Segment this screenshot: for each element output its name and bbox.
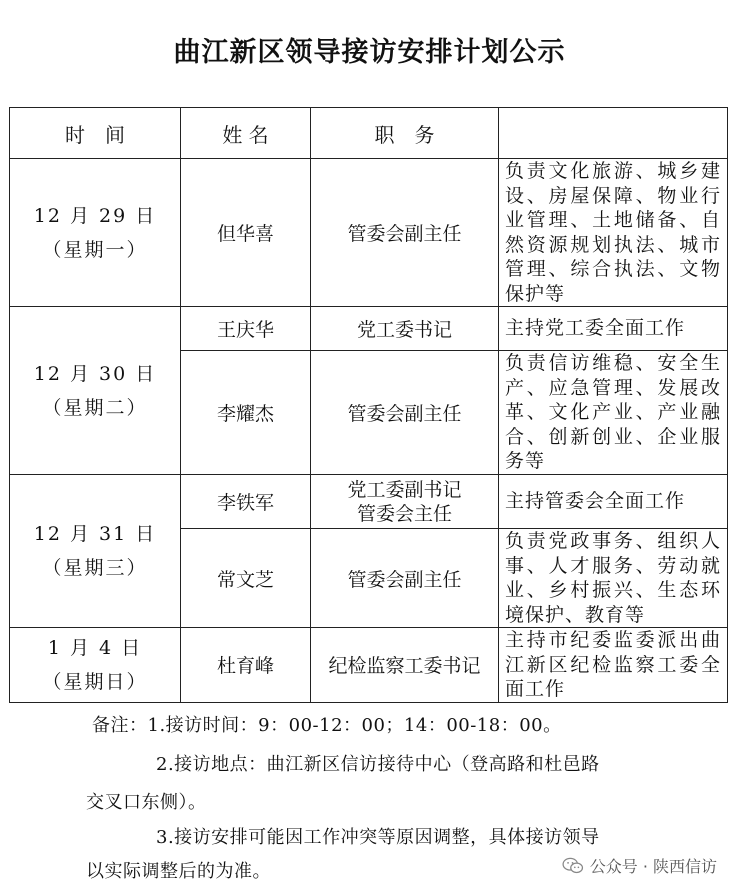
date-cell (10, 628, 181, 703)
position-cell: 党工委书记 (311, 307, 499, 351)
duties-cell: 主持党工委全面工作 (499, 307, 728, 351)
date-cell (10, 159, 181, 307)
table-row (10, 475, 728, 529)
note-line: 2.接访地点：曲江新区信访接待中心（登高路和杜邑路 (156, 754, 600, 775)
name-cell: 常文芝 (181, 529, 311, 628)
date-cell (10, 307, 181, 475)
position-cell: 管委会副主任 (311, 529, 499, 628)
duties-cell: 主持管委会全面工作 (499, 475, 728, 529)
table-header-row (10, 108, 728, 159)
weekday-text: （星期一） (42, 238, 148, 261)
header-duties (499, 108, 728, 159)
wechat-icon (562, 857, 584, 875)
header-position: 职 务 (311, 108, 499, 159)
duties-cell: 主持市纪委监委派出曲江新区纪检监察工委全面工作 (499, 628, 728, 703)
table-row (10, 159, 728, 307)
position-cell: 管委会副主任 (311, 159, 499, 307)
position-line-1: 党工委副书记 (347, 478, 462, 501)
name-cell: 杜育峰 (181, 628, 311, 703)
note-line: 备注：1.接访时间：9：00-12：00；14：00-18：00。 (92, 715, 562, 736)
note-line: 3.接访安排可能因工作冲突等原因调整，具体接访领导 (156, 827, 600, 848)
duties-cell: 负责党政事务、组织人事、人才服务、劳动就业、乡村振兴、生态环境保护、教育等 (499, 529, 728, 628)
date-cell (10, 475, 181, 628)
position-cell: 纪检监察工委书记 (311, 628, 499, 703)
date-text: 1 月 4 日 (47, 636, 143, 659)
header-name: 姓 名 (181, 108, 311, 159)
position-line-2: 管委会主任 (356, 502, 452, 525)
position-cell (311, 475, 499, 529)
schedule-table (9, 107, 728, 703)
name-cell: 但华喜 (181, 159, 311, 307)
duties-cell: 负责文化旅游、城乡建设、房屋保障、物业行业管理、土地储备、自然资源规划执法、城市管理、综合执法、文物保护等 (499, 159, 728, 307)
weekday-text: （星期三） (42, 557, 148, 579)
name-cell: 王庆华 (181, 307, 311, 351)
weekday-text: （星期日） (42, 670, 148, 693)
note-line: 以实际调整后的为准。 (86, 861, 271, 882)
table-row (10, 628, 728, 703)
page-title: 曲江新区领导接访安排计划公示 (173, 37, 566, 68)
table-row (10, 307, 728, 351)
date-text: 12 月 29 日 (33, 204, 157, 227)
position-cell: 管委会副主任 (311, 351, 499, 475)
watermark (562, 854, 717, 877)
note-line: 交叉口东侧）。 (86, 792, 207, 813)
name-cell: 李铁军 (181, 475, 311, 529)
date-text: 12 月 31 日 (33, 523, 157, 545)
header-time: 时 间 (10, 108, 181, 159)
name-cell: 李耀杰 (181, 351, 311, 475)
duties-cell: 负责信访维稳、安全生产、应急管理、发展改革、文化产业、产业融合、创新创业、企业服务等 (499, 351, 728, 475)
watermark-text: 公众号 · 陕西信访 (589, 857, 717, 876)
date-text: 12 月 30 日 (33, 362, 157, 385)
weekday-text: （星期二） (42, 396, 148, 419)
